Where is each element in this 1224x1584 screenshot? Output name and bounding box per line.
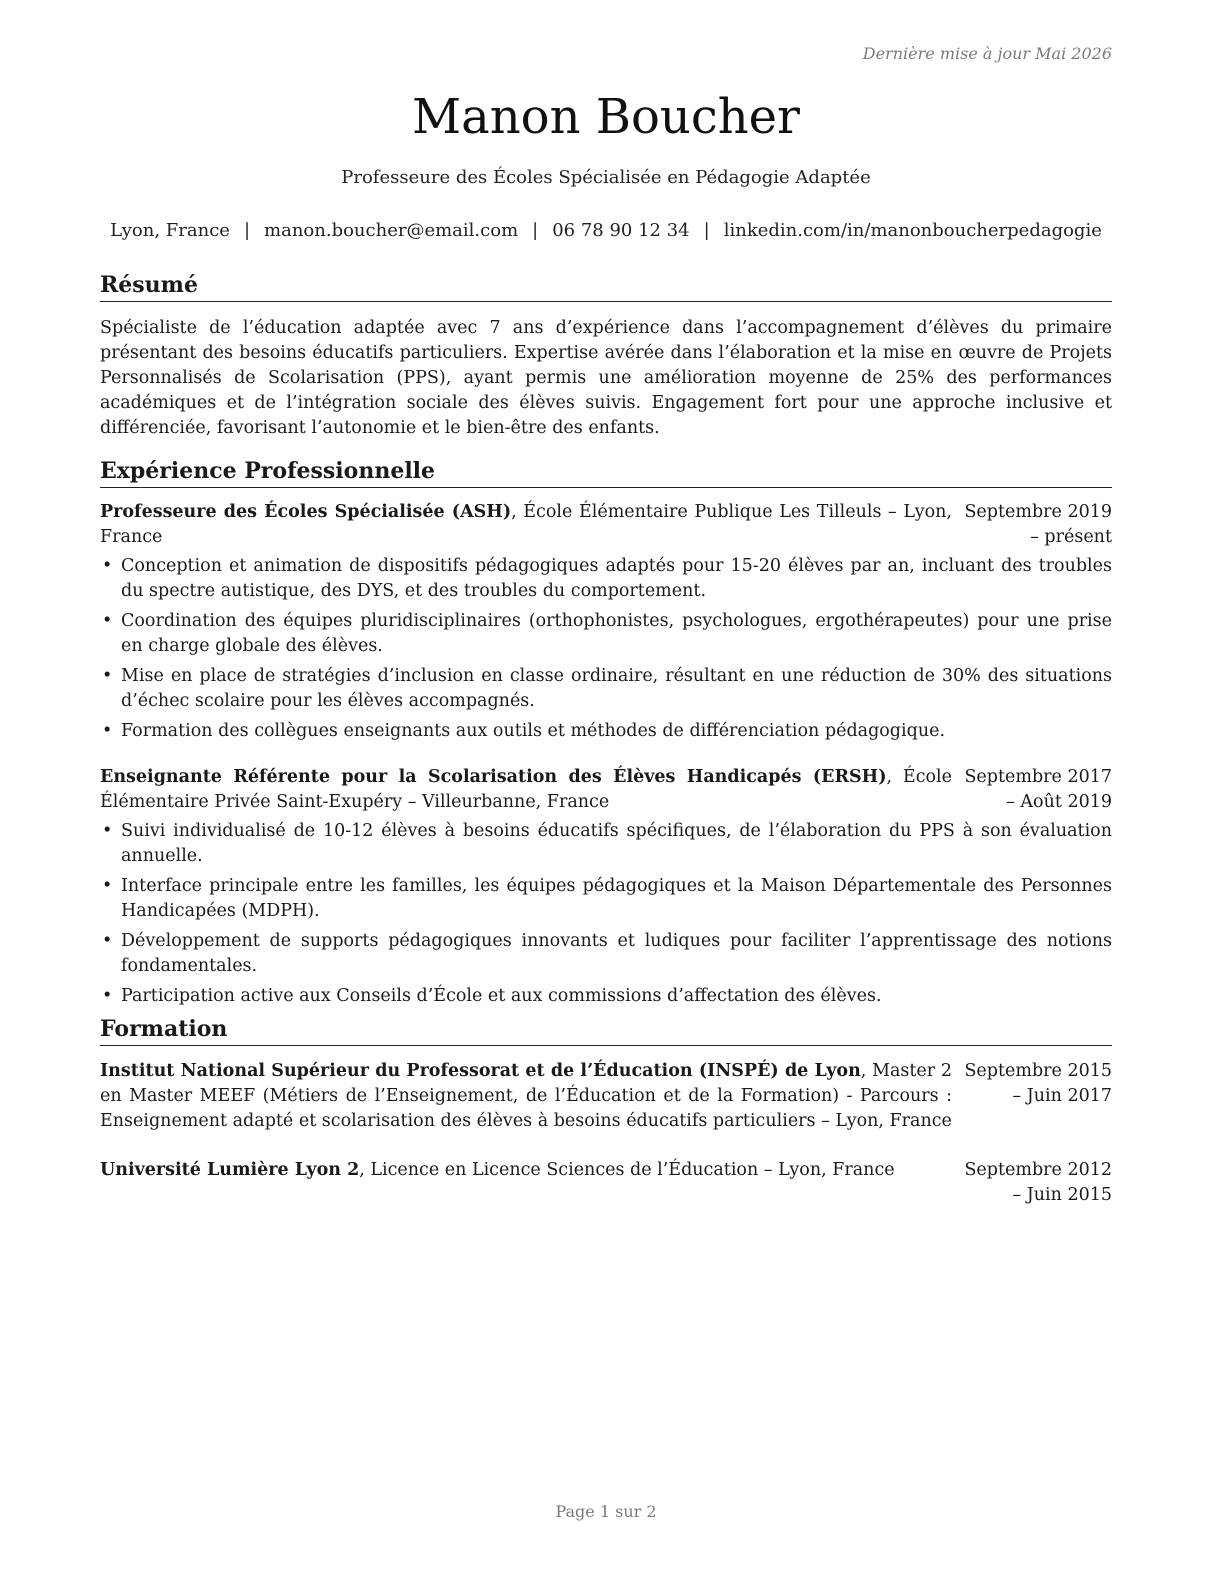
contact-location: Lyon, France (110, 220, 230, 241)
list-item: • Suivi individualisé de 10-12 élèves à besoins éducatifs spécifiques, de l’élaboration du PPS à son évaluation annuelle. (100, 819, 1112, 869)
list-item: • Coordination des équipes pluridisciplinaires (orthophonistes, psychologues, ergothérapeutes) pour une prise en charge globale des élèves. (100, 609, 1112, 659)
list-item: • Conception et animation de dispositifs pédagogiques adaptés pour 15-20 élèves par an, incluant des troubles du spectre autistique, des DYS, et des troubles du comportement. (100, 554, 1112, 604)
contact-separator: | (703, 220, 710, 241)
job-dates: Septembre 2017 – Août 2019 (964, 767, 1112, 812)
job-role-org (100, 765, 952, 815)
education-dates: Septembre 2015 – Juin 2017 (964, 1061, 1112, 1106)
section-title-summary: Résumé (100, 271, 1112, 302)
job-role-org (100, 500, 952, 550)
education-header (100, 1059, 1112, 1134)
list-item: • Participation active aux Conseils d’École et aux commissions d’affectation des élèves. (100, 984, 1112, 1009)
last-updated: Dernière mise à jour Mai 2026 (862, 44, 1112, 63)
job-org: , École Élémentaire Publique Les Tilleuls – Lyon, France (100, 502, 952, 547)
list-item: • Mise en place de stratégies d’inclusion en classe ordinaire, résultant en une réduction de 30% des situations d’échec scolaire pour les élèves accompagnés. (100, 664, 1112, 714)
job-entry (100, 500, 1112, 744)
education-section (100, 1015, 1112, 1208)
section-title-education: Formation (100, 1015, 1112, 1046)
job-role: Enseignante Référente pour la Scolarisation des Élèves Handicapés (ERSH) (100, 767, 887, 787)
summary-section (100, 271, 1112, 441)
job-header (100, 500, 1112, 550)
education-entry (100, 1158, 1112, 1208)
list-item: • Interface principale entre les familles, les équipes pédagogiques et la Maison Départementale des Personnes Handicapées (MDPH). (100, 874, 1112, 924)
contact-separator: | (532, 220, 539, 241)
summary-text: Spécialiste de l’éducation adaptée avec 7 ans d’expérience dans l’accompagnement d’élèves du primaire présentant des besoins éducatifs particuliers. Expertise avérée dans l’élaboration et la mise en œuvre de Projets Personnalisés de Scolarisation (PPS), ayant permis une amélioration moyenne de 25% des performances académiques et de l’intégration sociale des élèves suivis. Engagement fort pour une approche inclusive et différenciée, favorisant l’autonomie et le bien-être des enfants. (100, 318, 1112, 438)
job-dates: Septembre 2019 – présent (964, 502, 1112, 547)
job-header (100, 765, 1112, 815)
list-item: • Développement de supports pédagogiques innovants et ludiques pour faciliter l’apprentissage des notions fondamentales. (100, 929, 1112, 979)
candidate-name: Manon Boucher (412, 89, 800, 145)
contact-email[interactable]: manon.boucher@email.com (264, 220, 519, 241)
job-entry (100, 765, 1112, 1009)
education-school-detail (100, 1059, 952, 1134)
education-entry (100, 1059, 1112, 1134)
job-role: Professeure des Écoles Spécialisée (ASH) (100, 502, 512, 522)
education-detail: , Licence en Licence Sciences de l’Éducation – Lyon, France (359, 1160, 895, 1180)
candidate-headline: Professeure des Écoles Spécialisée en Pédagogie Adaptée (341, 167, 871, 188)
contact-line (100, 220, 1112, 241)
education-dates: Septembre 2012 – Juin 2015 (964, 1160, 1112, 1205)
job-org: , École Élémentaire Privée Saint-Exupéry – Villeurbanne, France (100, 767, 952, 812)
contact-linkedin[interactable]: linkedin.com/in/manonboucherpedagogie (723, 220, 1102, 241)
education-detail: , Master 2 en Master MEEF (Métiers de l’Enseignement, de l’Éducation et de la Formation) - Parcours : Enseignement adapté et scolarisation des élèves à besoins éducatifs particuliers – Lyon, France (100, 1061, 952, 1131)
job-bullets (100, 554, 1112, 744)
contact-separator: | (243, 220, 251, 241)
section-title-experience: Expérience Professionnelle (100, 457, 1112, 488)
education-school-detail (100, 1158, 952, 1208)
education-header (100, 1158, 1112, 1208)
page-number: Page 1 sur 2 (555, 1502, 657, 1521)
contact-phone: 06 78 90 12 34 (552, 220, 690, 241)
job-bullets (100, 819, 1112, 1009)
education-school: Université Lumière Lyon 2 (100, 1160, 360, 1180)
education-school: Institut National Supérieur du Professorat et de l’Éducation (INSPÉ) de Lyon (100, 1061, 861, 1081)
cv-page (100, 0, 1112, 1584)
experience-section (100, 457, 1112, 1014)
list-item: • Formation des collègues enseignants aux outils et méthodes de différenciation pédagogique. (100, 719, 1112, 744)
